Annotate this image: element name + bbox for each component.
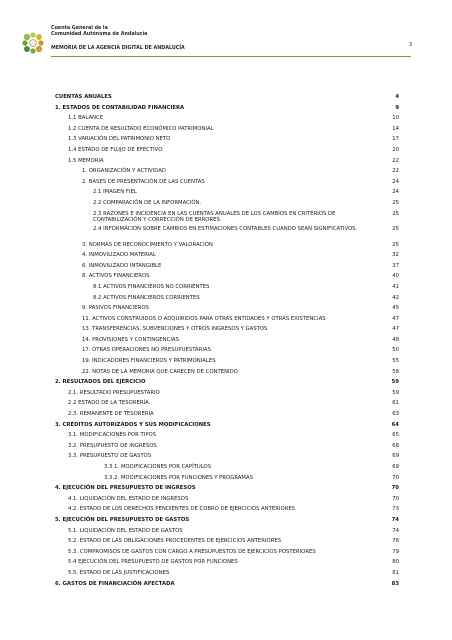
toc-entry-title: 1.1 BALANCE: [68, 115, 104, 122]
toc-entry-page: 17: [392, 136, 399, 143]
toc-entry[interactable]: [55, 506, 399, 517]
header-subtitle: MEMORIA DE LA AGENCIA DIGITAL DE ANDALUCÍA: [51, 46, 185, 51]
toc-entry-page: 45: [392, 305, 399, 312]
toc-entry-title: 4. EJECUCIÓN DEL PRESUPUESTO DE INGRESOS: [55, 485, 196, 492]
toc-entry-title: 4. INMOVILIZADO MATERIAL: [82, 252, 156, 259]
toc-entry[interactable]: [55, 475, 399, 486]
toc-entry-page: 4: [395, 94, 399, 100]
toc-entry[interactable]: [55, 263, 399, 274]
toc-entry-page: 69: [392, 453, 399, 460]
toc-entry[interactable]: [55, 453, 399, 464]
toc-entry-title: 3.1. MODIFICACIONES POR TIPOS: [68, 432, 157, 439]
toc-entry[interactable]: [55, 485, 399, 496]
toc-entry[interactable]: [55, 158, 399, 169]
toc-entry-page: 50: [392, 347, 399, 354]
toc-entry-title: 8. ACTIVOS FINANCIEROS: [82, 273, 150, 280]
toc-entry[interactable]: [55, 200, 399, 211]
toc-entry-page: 14: [392, 125, 399, 132]
toc-entry-page: 25: [392, 226, 399, 233]
toc-entry[interactable]: [55, 570, 399, 581]
toc-entry-page: 73: [392, 506, 399, 513]
document-header: [20, 26, 420, 64]
toc-entry-page: 41: [392, 283, 399, 290]
toc-entry-title: 1. ESTADOS DE CONTABILIDAD FINANCIERA: [55, 104, 185, 111]
toc-entry-title: 3.3.1. MODIFICACIONES POR CAPÍTULOS: [104, 464, 212, 470]
toc-entry-title: 2.1. RESULTADO PRESUPUESTARIO: [68, 389, 160, 396]
toc-entry-page: 10: [392, 115, 399, 122]
toc-entry-title: 5.1. LIQUIDACIÓN DEL ESTADO DE GASTOS: [68, 527, 183, 534]
toc-entry-title: 4.2. ESTADO DE LOS DERECHOS PENDIENTES DE COBRO DE EJERCICIOS ANTERIORES: [68, 506, 296, 513]
toc-entry-page: 24: [392, 178, 399, 185]
toc-entry-page: 70: [392, 495, 399, 502]
toc-entry-page: 69: [392, 464, 399, 470]
toc-entry[interactable]: [55, 105, 399, 116]
toc-entry-title: 3.2. PRESUPUESTO DE INGRESOS: [68, 442, 157, 449]
toc-entry[interactable]: [55, 179, 399, 190]
toc-entry-title: 14. PROVISIONES Y CONTINGENCIAS: [82, 336, 179, 343]
toc-entry-page: 74: [392, 527, 399, 534]
toc-entry[interactable]: [55, 581, 399, 592]
toc-entry-title: 3.3.2. MODIFICACIONES POR FUNCIONES Y PROGRAMAS: [104, 474, 253, 481]
header-title-line1: Cuenta General de la: [51, 26, 108, 31]
toc-entry[interactable]: [55, 390, 399, 401]
toc-entry-title: 3. NORMAS DE RECONOCIMIENTO Y VALORACIÓN: [82, 241, 213, 248]
toc-entry-page: 78: [392, 538, 399, 545]
toc-entry-page: 63: [392, 411, 399, 418]
toc-entry-title: 5.2. ESTADO DE LAS OBLIGACIONES PROCEDENTES DE EJERCICIOS ANTERIORES: [68, 538, 282, 545]
toc-entry-page: 65: [392, 432, 399, 439]
toc-entry-page: 47: [392, 315, 399, 322]
toc-entry-page: 79: [392, 548, 399, 555]
toc-entry-page: 59: [392, 389, 399, 396]
toc-entry-page: 22: [392, 168, 399, 175]
toc-entry-page: 70: [391, 485, 399, 492]
toc-entry-title: 5.4 EJECUCIÓN DEL PRESUPUESTO DE GASTOS POR FUNCIONES: [68, 559, 238, 566]
toc-entry[interactable]: [55, 549, 399, 560]
toc-entry-page: 25: [392, 210, 399, 217]
toc-entry[interactable]: [55, 242, 399, 253]
toc-entry-page: 80: [392, 559, 399, 566]
toc-entry[interactable]: [55, 273, 399, 284]
toc-entry[interactable]: [55, 284, 399, 295]
header-divider: [51, 56, 411, 57]
toc-entry-title: 3. CRÉDITOS AUTORIZADOS Y SUS MODIFICACIONES: [55, 421, 211, 428]
toc-entry-page: 48: [392, 336, 399, 343]
toc-entry[interactable]: [55, 464, 399, 475]
toc-entry-title: CUENTAS ANUALES: [55, 94, 112, 100]
page-number: 3: [408, 42, 412, 48]
toc-entry-page: 81: [392, 569, 399, 576]
toc-entry[interactable]: [55, 528, 399, 539]
toc-entry-title: 22. NOTAS DE LA MEMORIA QUE CARECEN DE CONTENIDO: [82, 368, 238, 375]
toc-entry-page: 47: [392, 326, 399, 333]
toc-entry[interactable]: [55, 189, 399, 200]
toc-entry[interactable]: [55, 337, 399, 348]
toc-entry[interactable]: [55, 443, 399, 454]
toc-entry-title: 1.5 MEMORIA: [68, 157, 104, 164]
toc-entry-title: 5.3. COMPROMISOS DE GASTOS CON CARGO A PRESUPUESTOS DE EJERCICIOS POSTERIORES: [68, 548, 316, 555]
toc-entry-page: 59: [391, 379, 399, 386]
toc-entry-page: 58: [392, 368, 399, 375]
toc-entry[interactable]: [55, 347, 399, 358]
toc-entry[interactable]: [55, 316, 399, 327]
toc-entry-title: 1.2 CUENTA DE RESULTADO ECONÓMICO PATRIMONIAL: [68, 125, 214, 132]
toc-entry-page: 22: [392, 157, 399, 164]
toc-entry[interactable]: [55, 422, 399, 433]
toc-entry-title: 6. GASTOS DE FINANCIACIÓN AFECTADA: [55, 580, 175, 587]
toc-entry-page: 64: [391, 421, 399, 428]
toc-entry[interactable]: [55, 211, 399, 227]
table-of-contents: [55, 94, 399, 591]
toc-entry[interactable]: [55, 496, 399, 507]
toc-entry[interactable]: [55, 94, 399, 105]
toc-entry-title: 2.2 ESTADO DE LA TESORERÍA.: [68, 400, 151, 407]
toc-entry-page: 25: [392, 241, 399, 248]
toc-entry-title: 17. OTRAS OPERACIONES NO PRESUPUESTARIAS: [82, 347, 211, 354]
toc-entry[interactable]: [55, 517, 399, 528]
toc-entry-page: 68: [392, 442, 399, 449]
toc-entry[interactable]: [55, 379, 399, 390]
toc-entry-title: 2.1 IMAGEN FIEL: [93, 189, 137, 196]
toc-entry[interactable]: [55, 147, 399, 158]
toc-entry-page: 20: [392, 146, 399, 153]
toc-entry[interactable]: [55, 136, 399, 147]
toc-entry-title: 13. TRANSFERENCIAS, SUBVENCIONES Y OTROS INGRESOS Y GASTOS: [82, 326, 268, 333]
toc-entry[interactable]: [55, 369, 399, 380]
toc-entry-title: 8.2 ACTIVOS FINANCIEROS CORRIENTES: [93, 294, 200, 301]
toc-entry[interactable]: [55, 326, 399, 337]
toc-entry-page: 24: [392, 189, 399, 196]
toc-entry-title: 1.3 VARIACIÓN DEL PATRIMONIO NETO: [68, 136, 171, 143]
toc-entry-title: 1. ORGANIZACIÓN Y ACTIVIDAD: [82, 168, 166, 175]
toc-entry-title: 2. RESULTADOS DEL EJERCICIO: [55, 379, 146, 386]
toc-entry-page: 83: [391, 580, 399, 587]
toc-entry-title: 2.2 COMPARACIÓN DE LA INFORMACIÓN.: [93, 199, 202, 206]
toc-entry-title: 19. INDICADORES FINANCIEROS Y PATRIMONIALES: [82, 358, 216, 365]
toc-entry-page: 61: [392, 400, 399, 407]
toc-entry-page: 55: [392, 358, 399, 365]
toc-entry-title: 2.4 INFORMACIÓN SOBRE CAMBIOS EN ESTIMACIONES CONTABLES CUANDO SEAN SIGNIFICATIVOS.: [93, 226, 358, 233]
toc-entry-title: 4.1. LIQUIDACIÓN DEL ESTADO DE INGRESOS: [68, 495, 189, 502]
toc-entry-page: 9: [395, 104, 399, 111]
toc-entry-title: 8.1 ACTIVOS FINANCIEROS NO CORRIENTES: [93, 283, 210, 290]
toc-entry-title: 2.3. REMANENTE DE TESORERÍA: [68, 411, 154, 418]
toc-entry[interactable]: [55, 252, 399, 263]
header-title-line2: Comunidad Autónoma de Andalucía: [51, 32, 148, 37]
toc-entry-title: 6. INMOVILIZADO INTANGIBLE: [82, 262, 162, 269]
toc-entry-page: 74: [391, 516, 399, 523]
toc-entry-title: 2. BASES DE PRESENTACIÓN DE LAS CUENTAS: [82, 178, 205, 185]
toc-entry[interactable]: [55, 126, 399, 137]
toc-entry[interactable]: [55, 432, 399, 443]
toc-entry[interactable]: [55, 411, 399, 422]
toc-entry[interactable]: [55, 559, 399, 570]
toc-entry[interactable]: [55, 226, 399, 242]
toc-entry-title: 3.3. PRESUPUESTO DE GASTOS: [68, 453, 152, 460]
junta-andalucia-logo-icon: [20, 30, 46, 56]
toc-entry[interactable]: [55, 538, 399, 549]
toc-entry[interactable]: [55, 358, 399, 369]
toc-entry-title: 9. PASIVOS FINANCIEROS: [82, 305, 149, 312]
toc-entry-page: 70: [392, 474, 399, 481]
header-title: [51, 26, 147, 38]
toc-entry-title: 2.3 RAZONES E INCIDENCIA EN LAS CUENTAS ANUALES DE LOS CAMBIOS EN CRITERIOS DE CONTABILIZACIÓN Y CORRECCIÓN DE ERRORES.: [93, 210, 336, 223]
toc-entry-title: 11. ACTIVOS CONSTRUIDOS O ADQUIRIDOS PARA OTRAS ENTIDADES Y OTRAS EXISTENCIAS: [82, 315, 326, 322]
toc-entry-page: 32: [392, 252, 399, 259]
toc-entry-title: 5. EJECUCIÓN DEL PRESUPUESTO DE GASTOS: [55, 516, 190, 523]
toc-entry[interactable]: [55, 400, 399, 411]
toc-entry[interactable]: [55, 168, 399, 179]
toc-entry-page: 42: [392, 294, 399, 301]
toc-entry[interactable]: [55, 115, 399, 126]
toc-entry-page: 40: [392, 273, 399, 280]
toc-entry-title: 5.5. ESTADO DE LAS JUSTIFICACIONES: [68, 569, 170, 576]
toc-entry[interactable]: [55, 305, 399, 316]
toc-entry-page: 25: [392, 199, 399, 206]
toc-entry[interactable]: [55, 295, 399, 306]
toc-entry-title: 1.4 ESTADO DE FLUJO DE EFECTIVO: [68, 146, 163, 153]
toc-entry-page: 37: [392, 262, 399, 269]
